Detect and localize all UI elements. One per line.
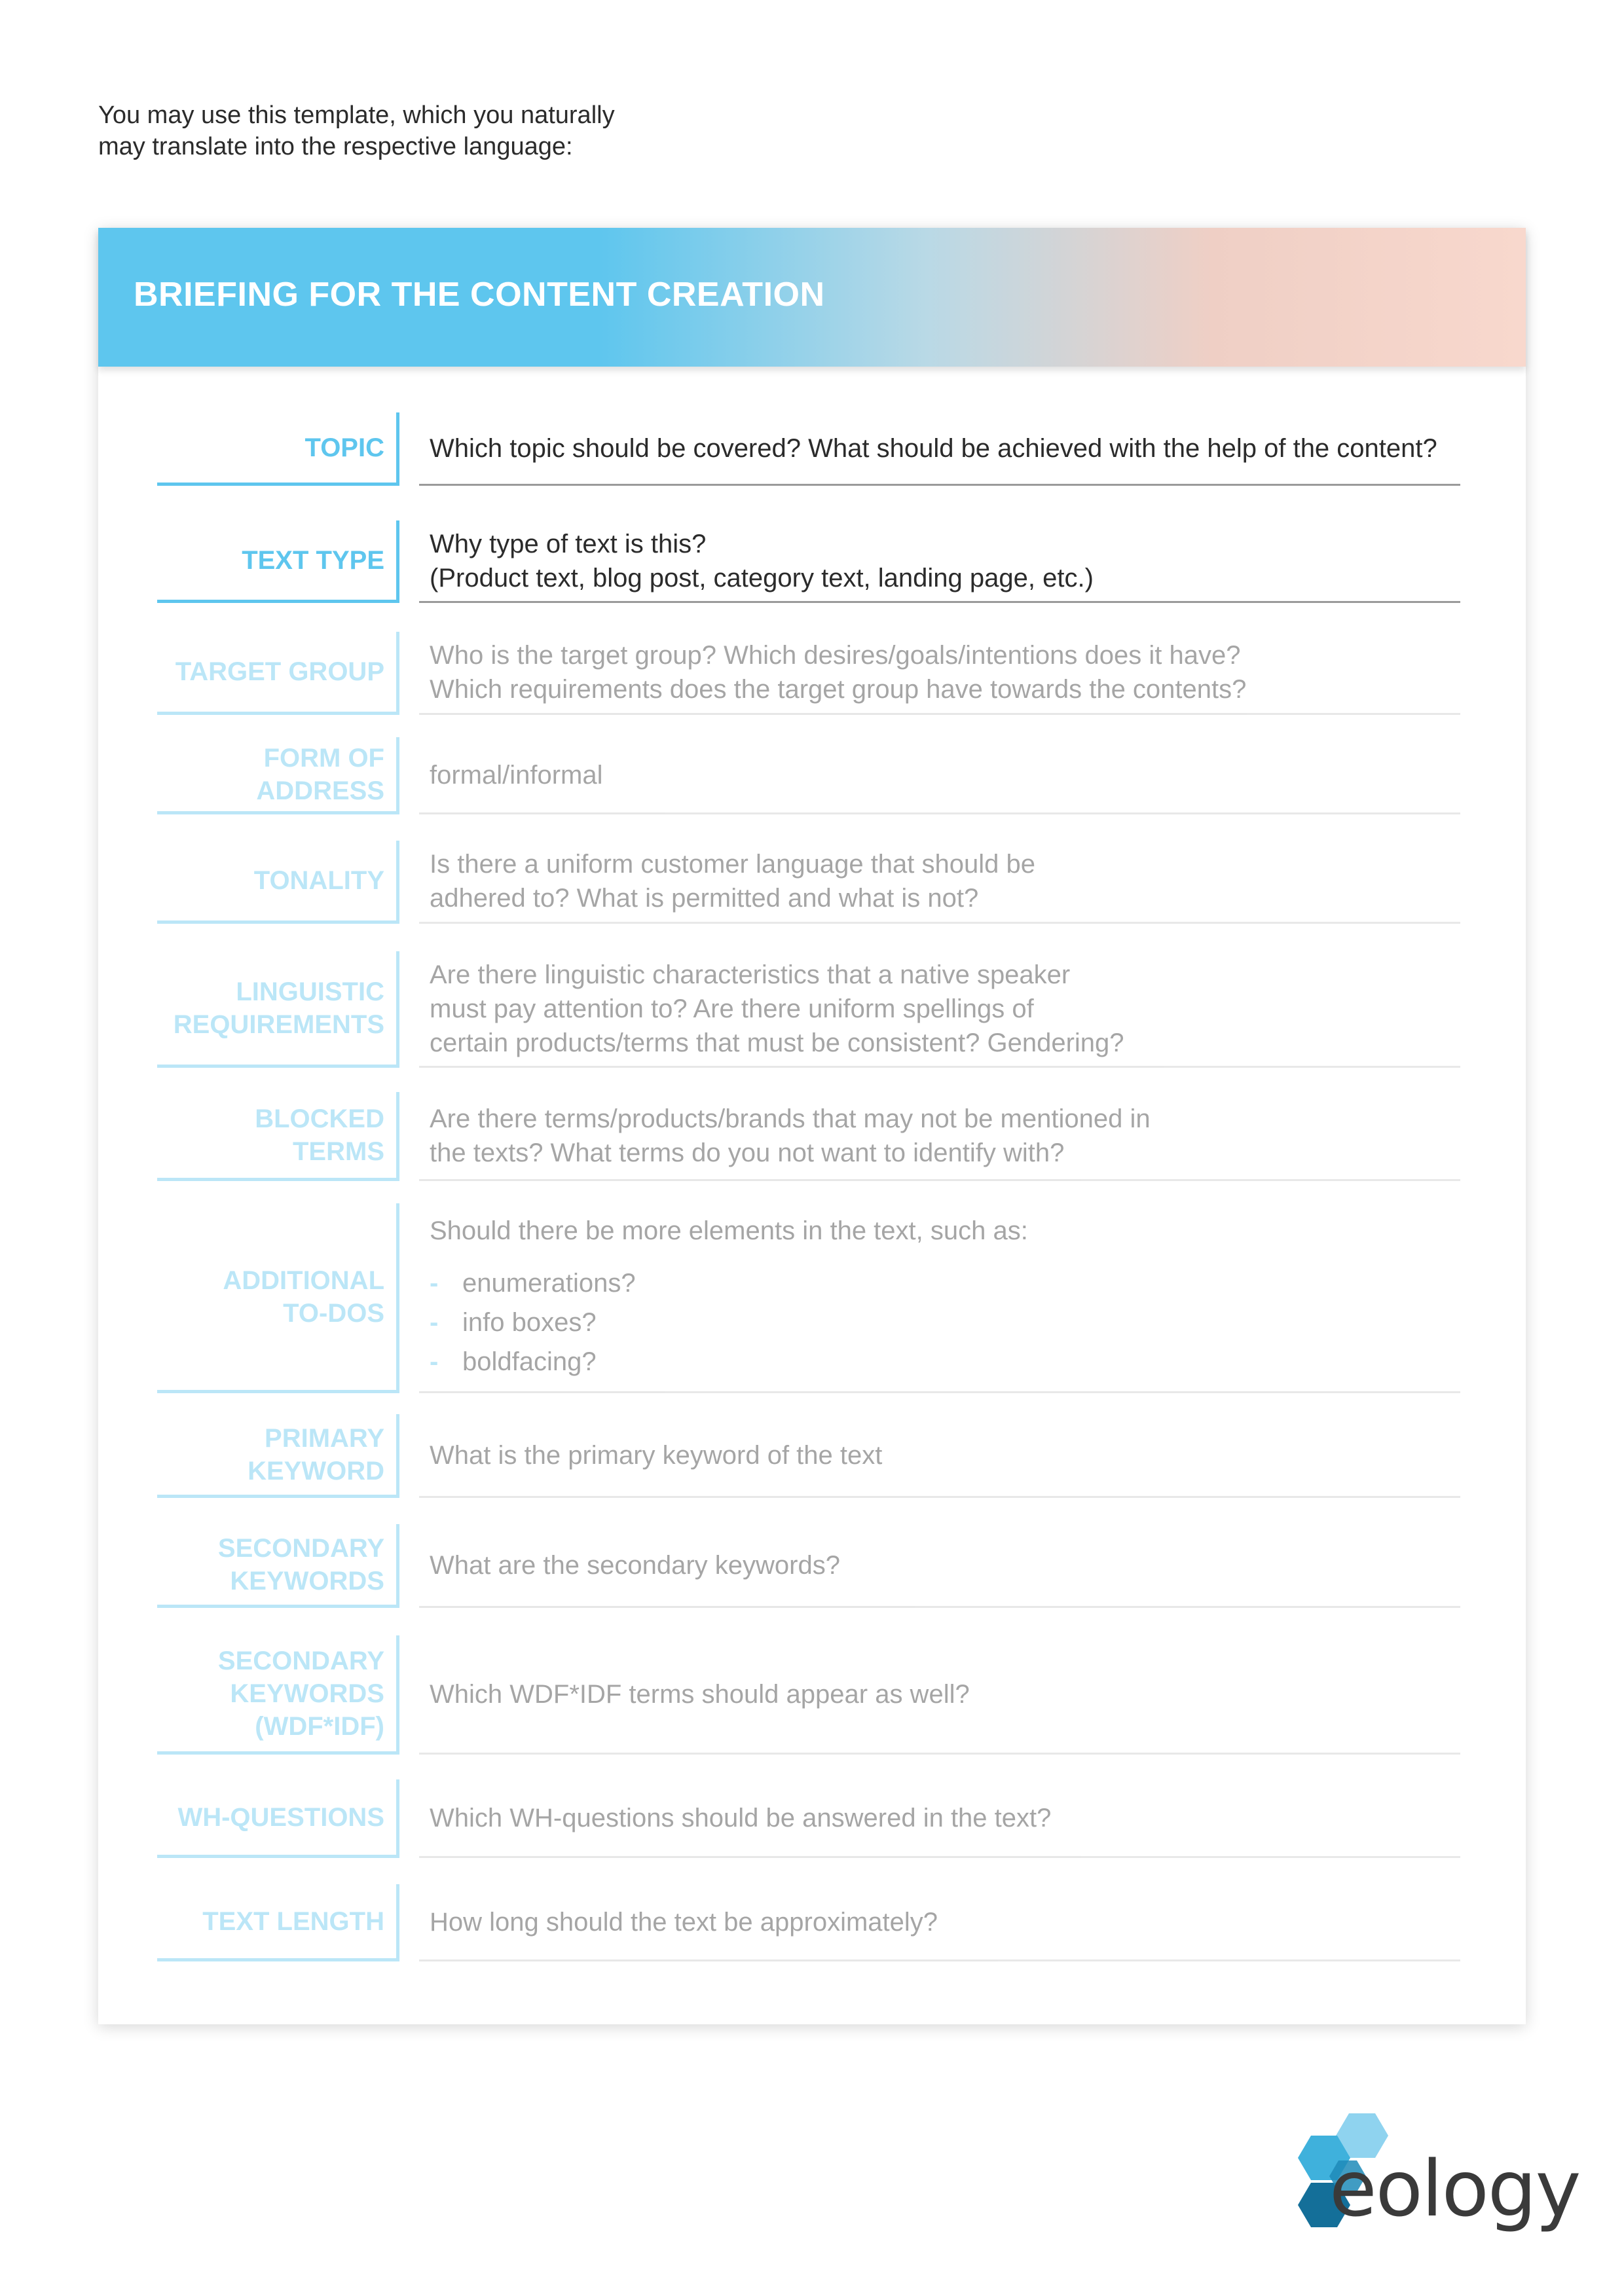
row-form-of-address (157, 737, 1467, 814)
label-target-group: TARGET GROUP (157, 632, 399, 715)
label-blocked-terms: BLOCKED TERMS (157, 1092, 399, 1181)
label-topic: TOPIC (157, 412, 399, 486)
row-text-length (157, 1884, 1467, 1961)
field-additional-todos[interactable]: Should there be more elements in the text, such as: - enumerations? - info boxes? - boldfacing? (419, 1203, 1460, 1393)
row-primary-keyword (157, 1414, 1467, 1498)
row-text-type (157, 520, 1467, 603)
field-text-type[interactable]: Why type of text is this? (Product text, blog post, category text, landing page, etc.) (419, 520, 1460, 603)
row-additional-todos (157, 1203, 1467, 1393)
todo-list (430, 1264, 1460, 1381)
field-secondary-keywords[interactable]: What are the secondary keywords? (419, 1524, 1460, 1608)
label-linguistic-requirements: LINGUISTIC REQUIREMENTS (157, 951, 399, 1068)
list-item: - info boxes? (430, 1303, 1460, 1342)
row-secondary-keywords (157, 1524, 1467, 1608)
label-wh-questions: WH-QUESTIONS (157, 1779, 399, 1858)
label-tonality: TONALITY (157, 841, 399, 924)
label-primary-keyword: PRIMARY KEYWORD (157, 1414, 399, 1498)
row-topic (157, 412, 1467, 486)
card-title: BRIEFING FOR THE CONTENT CREATION (134, 276, 825, 314)
briefing-card (98, 228, 1526, 2024)
field-topic[interactable]: Which topic should be covered? What should be achieved with the help of the content? (419, 412, 1460, 486)
row-target-group (157, 632, 1467, 715)
row-wh-questions (157, 1779, 1467, 1858)
list-item: - enumerations? (430, 1264, 1460, 1303)
field-form-of-address[interactable]: formal/informal (419, 737, 1460, 814)
field-text-length[interactable]: How long should the text be approximately? (419, 1884, 1460, 1961)
row-linguistic-requirements (157, 951, 1467, 1068)
label-text-type: TEXT TYPE (157, 520, 399, 603)
label-secondary-keywords-wdf-idf: SECONDARY KEYWORDS (WDF*IDF) (157, 1635, 399, 1755)
row-tonality (157, 841, 1467, 924)
label-additional-todos: ADDITIONAL TO-DOS (157, 1203, 399, 1393)
intro-line-1: You may use this template, which you naturally (98, 101, 615, 129)
row-secondary-keywords-wdf-idf (157, 1635, 1467, 1755)
intro-line-2: may translate into the respective language: (98, 133, 573, 160)
field-secondary-keywords-wdf-idf[interactable]: Which WDF*IDF terms should appear as well? (419, 1635, 1460, 1755)
field-wh-questions[interactable]: Which WH-questions should be answered in the text? (419, 1779, 1460, 1858)
field-linguistic-requirements[interactable]: Are there linguistic characteristics that a native speaker must pay attention to? Are there uniform spellings of certain products/terms that must be consistent? Gendering? (419, 951, 1460, 1068)
card-header (98, 228, 1526, 367)
field-tonality[interactable]: Is there a uniform customer language that should be adhered to? What is permitted and what is not? (419, 841, 1460, 924)
list-item: - boldfacing? (430, 1342, 1460, 1381)
field-blocked-terms[interactable]: Are there terms/products/brands that may not be mentioned in the texts? What terms do you not want to identify with? (419, 1092, 1460, 1181)
field-primary-keyword[interactable]: What is the primary keyword of the text (419, 1414, 1460, 1498)
intro-text (98, 100, 819, 162)
logo-wordmark: eology (1329, 2143, 1580, 2234)
label-form-of-address: FORM OF ADDRESS (157, 737, 399, 814)
row-blocked-terms (157, 1092, 1467, 1181)
label-secondary-keywords: SECONDARY KEYWORDS (157, 1524, 399, 1608)
field-target-group[interactable]: Who is the target group? Which desires/goals/intentions does it have? Which requirements does the target group have towards the contents? (419, 632, 1460, 715)
label-text-length: TEXT LENGTH (157, 1884, 399, 1961)
